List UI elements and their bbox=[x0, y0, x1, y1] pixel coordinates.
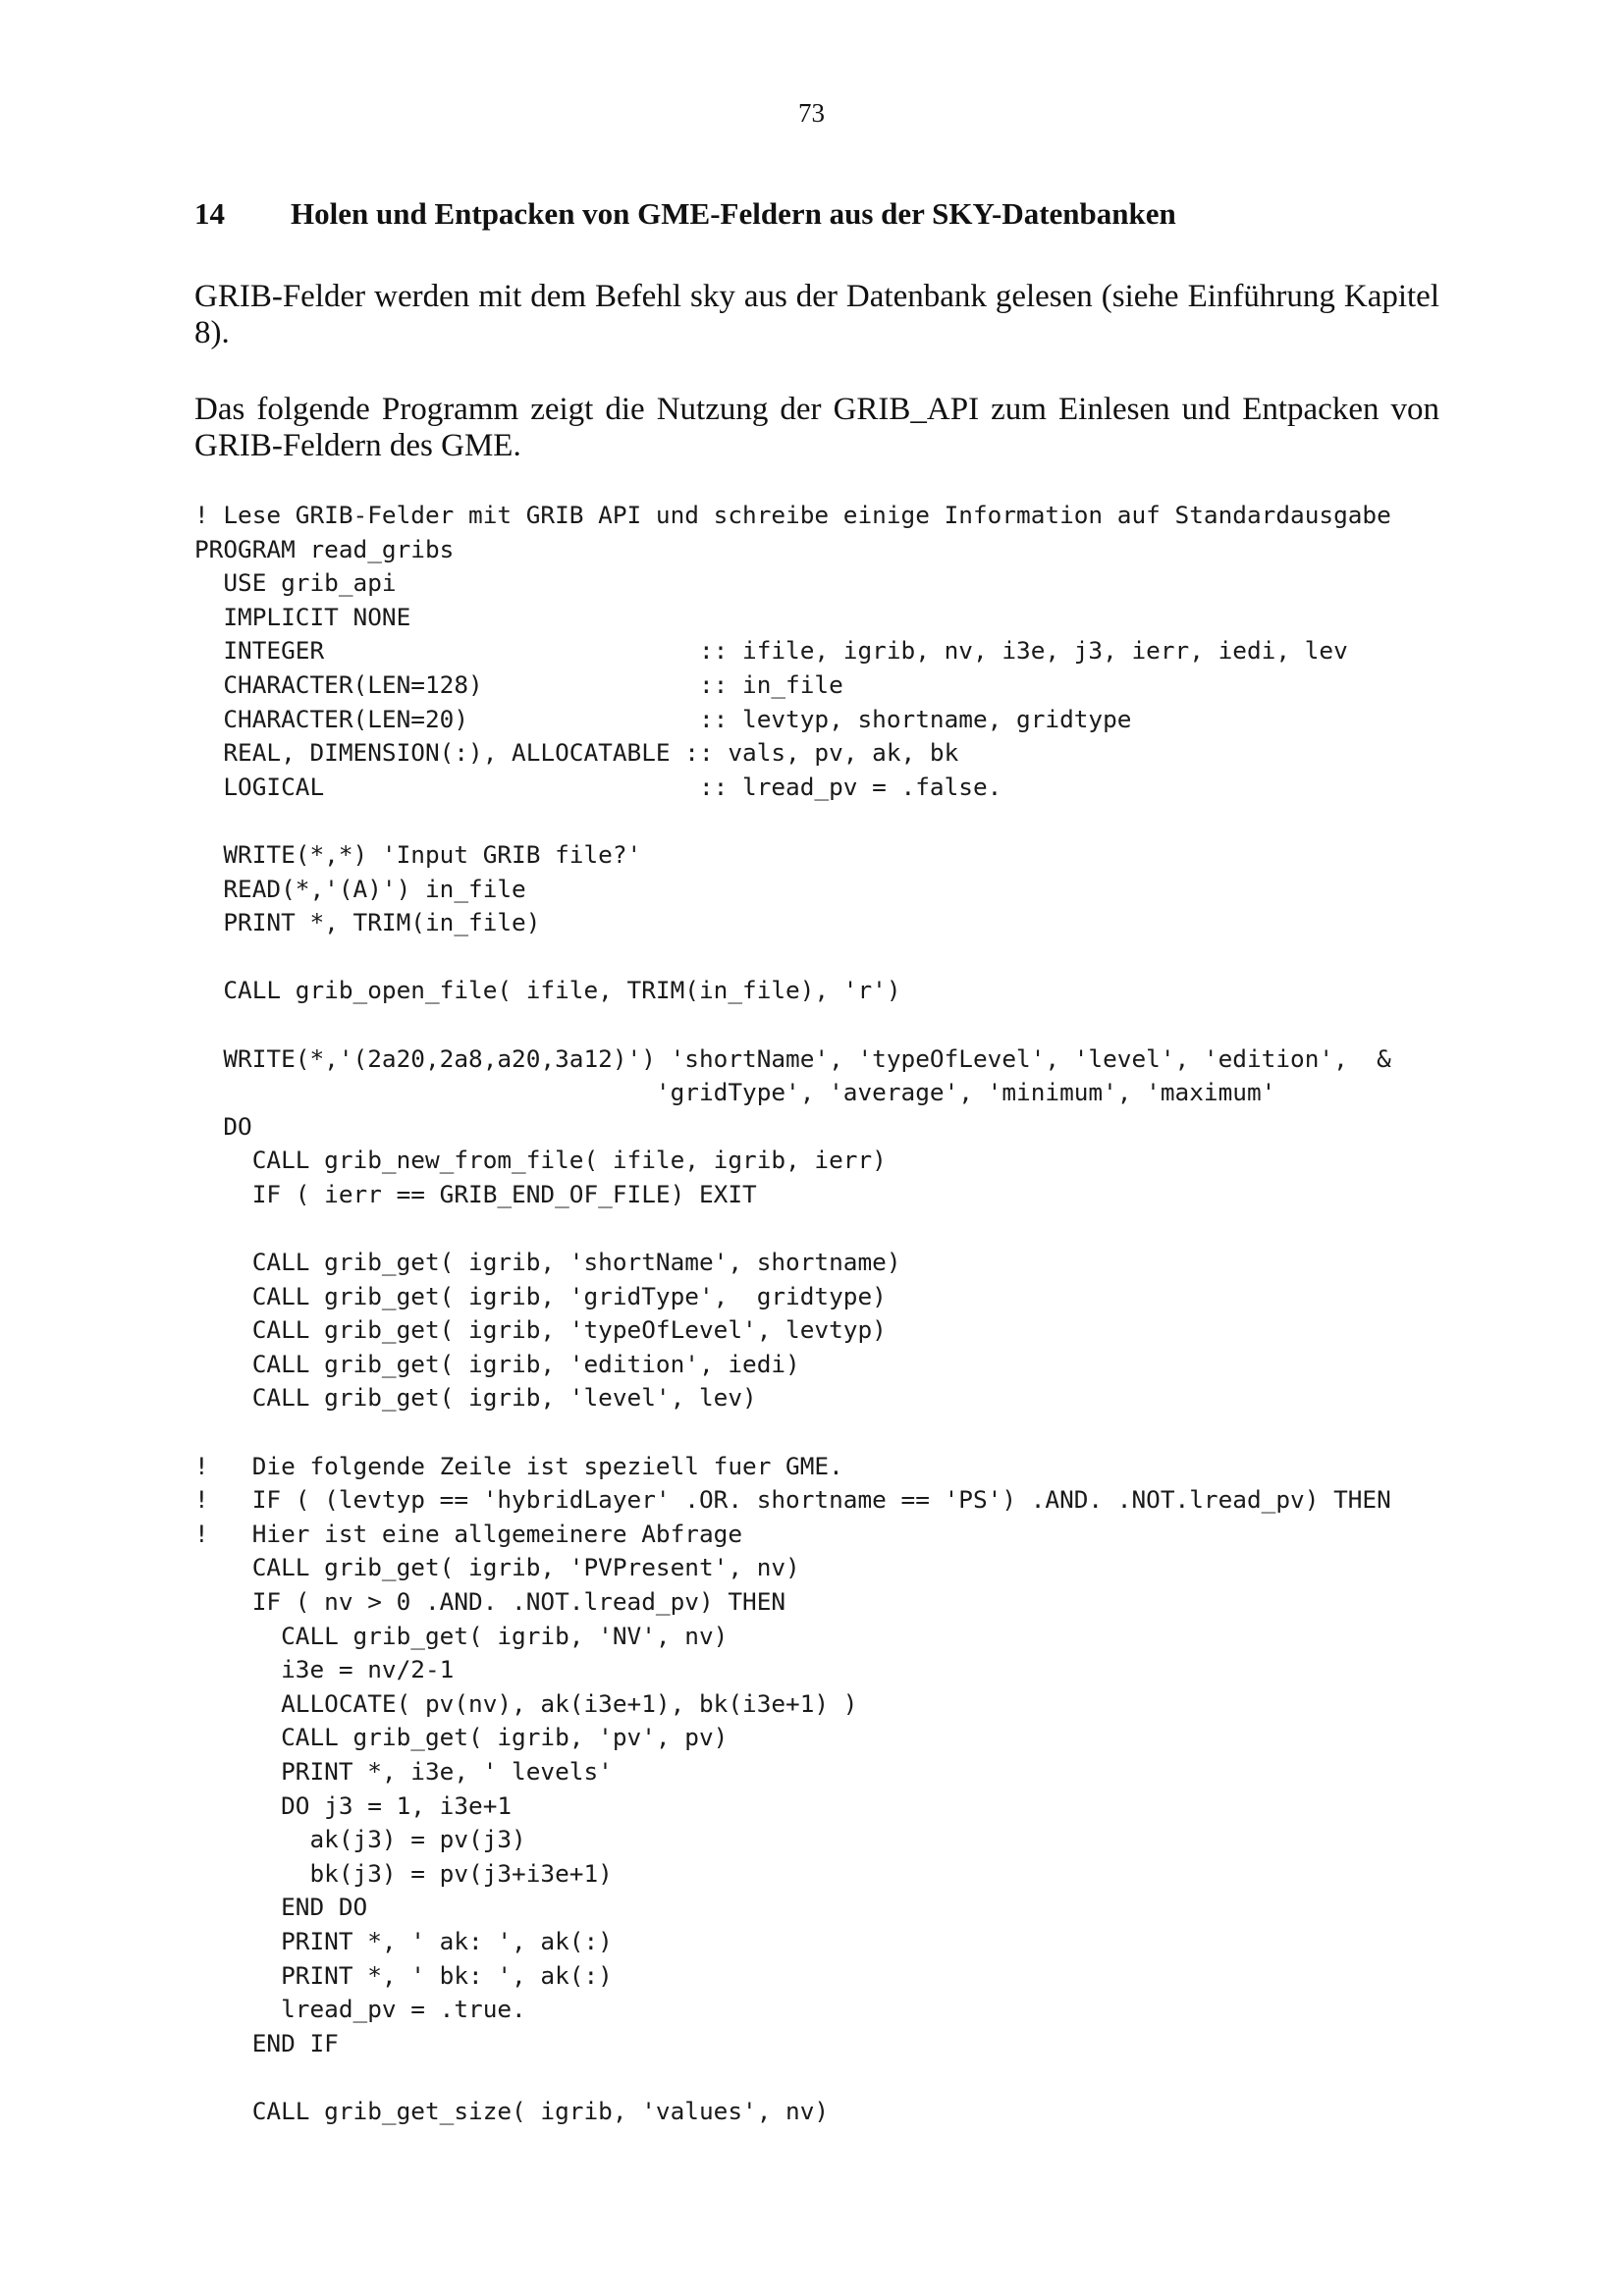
code-line: CALL grib_get( igrib, 'typeOfLevel', levtyp) bbox=[194, 1315, 887, 1345]
code-line bbox=[194, 940, 1391, 975]
code-line: CALL grib_new_from_file( ifile, igrib, ierr) bbox=[194, 1146, 887, 1175]
code-line: ! Hier ist eine allgemeinere Abfrage bbox=[194, 1519, 743, 1548]
code-line: WRITE(*,'(2a20,2a8,a20,3a12)') 'shortName', 'typeOfLevel', 'level', 'edition', & bbox=[194, 1043, 1391, 1073]
code-line: WRITE(*,*) 'Input GRIB file?' bbox=[194, 839, 642, 869]
code-line: DO j3 = 1, i3e+1 bbox=[194, 1790, 513, 1820]
intro-paragraph: GRIB-Felder werden mit dem Befehl sky aus der Datenbank gelesen (siehe Einführung Kapitel 8). bbox=[194, 279, 1439, 350]
code-line bbox=[194, 1211, 1391, 1246]
code-line: PRINT *, TRIM(in_file) bbox=[194, 908, 541, 937]
section-title: Holen und Entpacken von GME-Feldern aus der SKY-Datenbanken bbox=[291, 196, 1176, 231]
code-line: READ(*,'(A)') in_file bbox=[194, 874, 526, 903]
code-line: USE grib_api bbox=[194, 568, 397, 598]
code-line: ALLOCATE( pv(nv), ak(i3e+1), bk(i3e+1) ) bbox=[194, 1688, 858, 1718]
code-line: CHARACTER(LEN=20) :: levtyp, shortname, gridtype bbox=[194, 704, 1132, 733]
code-line: IF ( nv > 0 .AND. .NOT.lread_pv) THEN bbox=[194, 1587, 786, 1616]
section-number: 14 bbox=[194, 196, 225, 231]
code-line: ! Lese GRIB-Felder mit GRIB API und schreibe einige Information auf Standardausgabe bbox=[194, 501, 1391, 529]
code-line: CALL grib_get( igrib, 'NV', nv) bbox=[194, 1621, 729, 1650]
code-line: lread_pv = .true. bbox=[194, 1995, 526, 2024]
code-line: bk(j3) = pv(j3+i3e+1) bbox=[194, 1858, 613, 1888]
code-line bbox=[194, 1008, 1391, 1042]
code-line: CALL grib_open_file( ifile, TRIM(in_file), 'r') bbox=[194, 976, 901, 1005]
code-line: END IF bbox=[194, 2028, 339, 2057]
code-line: IF ( ierr == GRIB_END_OF_FILE) EXIT bbox=[194, 1179, 757, 1208]
page-number: 73 bbox=[798, 98, 825, 128]
section-heading bbox=[194, 196, 1176, 232]
code-line: ak(j3) = pv(j3) bbox=[194, 1825, 526, 1854]
code-line bbox=[194, 804, 1391, 838]
code-line: IMPLICIT NONE bbox=[194, 602, 411, 631]
code-line bbox=[194, 1415, 1391, 1450]
code-line: CALL grib_get( igrib, 'edition', iedi) bbox=[194, 1349, 800, 1378]
code-line: CALL grib_get( igrib, 'level', lev) bbox=[194, 1383, 757, 1413]
code-line: CALL grib_get( igrib, 'shortName', shortname) bbox=[194, 1248, 901, 1277]
code-line: REAL, DIMENSION(:), ALLOCATABLE :: vals, pv, ak, bk bbox=[194, 738, 959, 768]
code-line: CALL grib_get_size( igrib, 'values', nv) bbox=[194, 2096, 830, 2125]
code-line: PRINT *, ' bk: ', ak(:) bbox=[194, 1960, 613, 1990]
program-description-paragraph: Das folgende Programm zeigt die Nutzung der GRIB_API zum Einlesen und Entpacken von GRIB-Feldern des GME. bbox=[194, 392, 1439, 463]
code-line: CALL grib_get( igrib, 'pv', pv) bbox=[194, 1723, 729, 1752]
code-listing bbox=[194, 499, 1391, 2129]
code-line: ! IF ( (levtyp == 'hybridLayer' .OR. shortname == 'PS') .AND. .NOT.lread_pv) THEN bbox=[194, 1485, 1391, 1515]
code-line: END DO bbox=[194, 1893, 368, 1922]
code-line: LOGICAL :: lread_pv = .false. bbox=[194, 772, 1002, 801]
code-line: DO bbox=[194, 1111, 252, 1141]
code-line: i3e = nv/2-1 bbox=[194, 1655, 455, 1684]
code-line: CALL grib_get( igrib, 'PVPresent', nv) bbox=[194, 1553, 800, 1582]
code-line: CHARACTER(LEN=128) :: in_file bbox=[194, 669, 843, 699]
code-line: INTEGER :: ifile, igrib, nv, i3e, j3, ierr, iedi, lev bbox=[194, 636, 1348, 666]
code-line: PRINT *, i3e, ' levels' bbox=[194, 1756, 613, 1786]
code-line: PRINT *, ' ak: ', ak(:) bbox=[194, 1926, 613, 1955]
code-line: 'gridType', 'average', 'minimum', 'maximum' bbox=[194, 1078, 1276, 1107]
code-line: CALL grib_get( igrib, 'gridType', gridtype) bbox=[194, 1281, 887, 1310]
code-line: PROGRAM read_gribs bbox=[194, 534, 455, 563]
code-line: ! Die folgende Zeile ist speziell fuer GME. bbox=[194, 1451, 843, 1480]
code-line bbox=[194, 2060, 1391, 2095]
